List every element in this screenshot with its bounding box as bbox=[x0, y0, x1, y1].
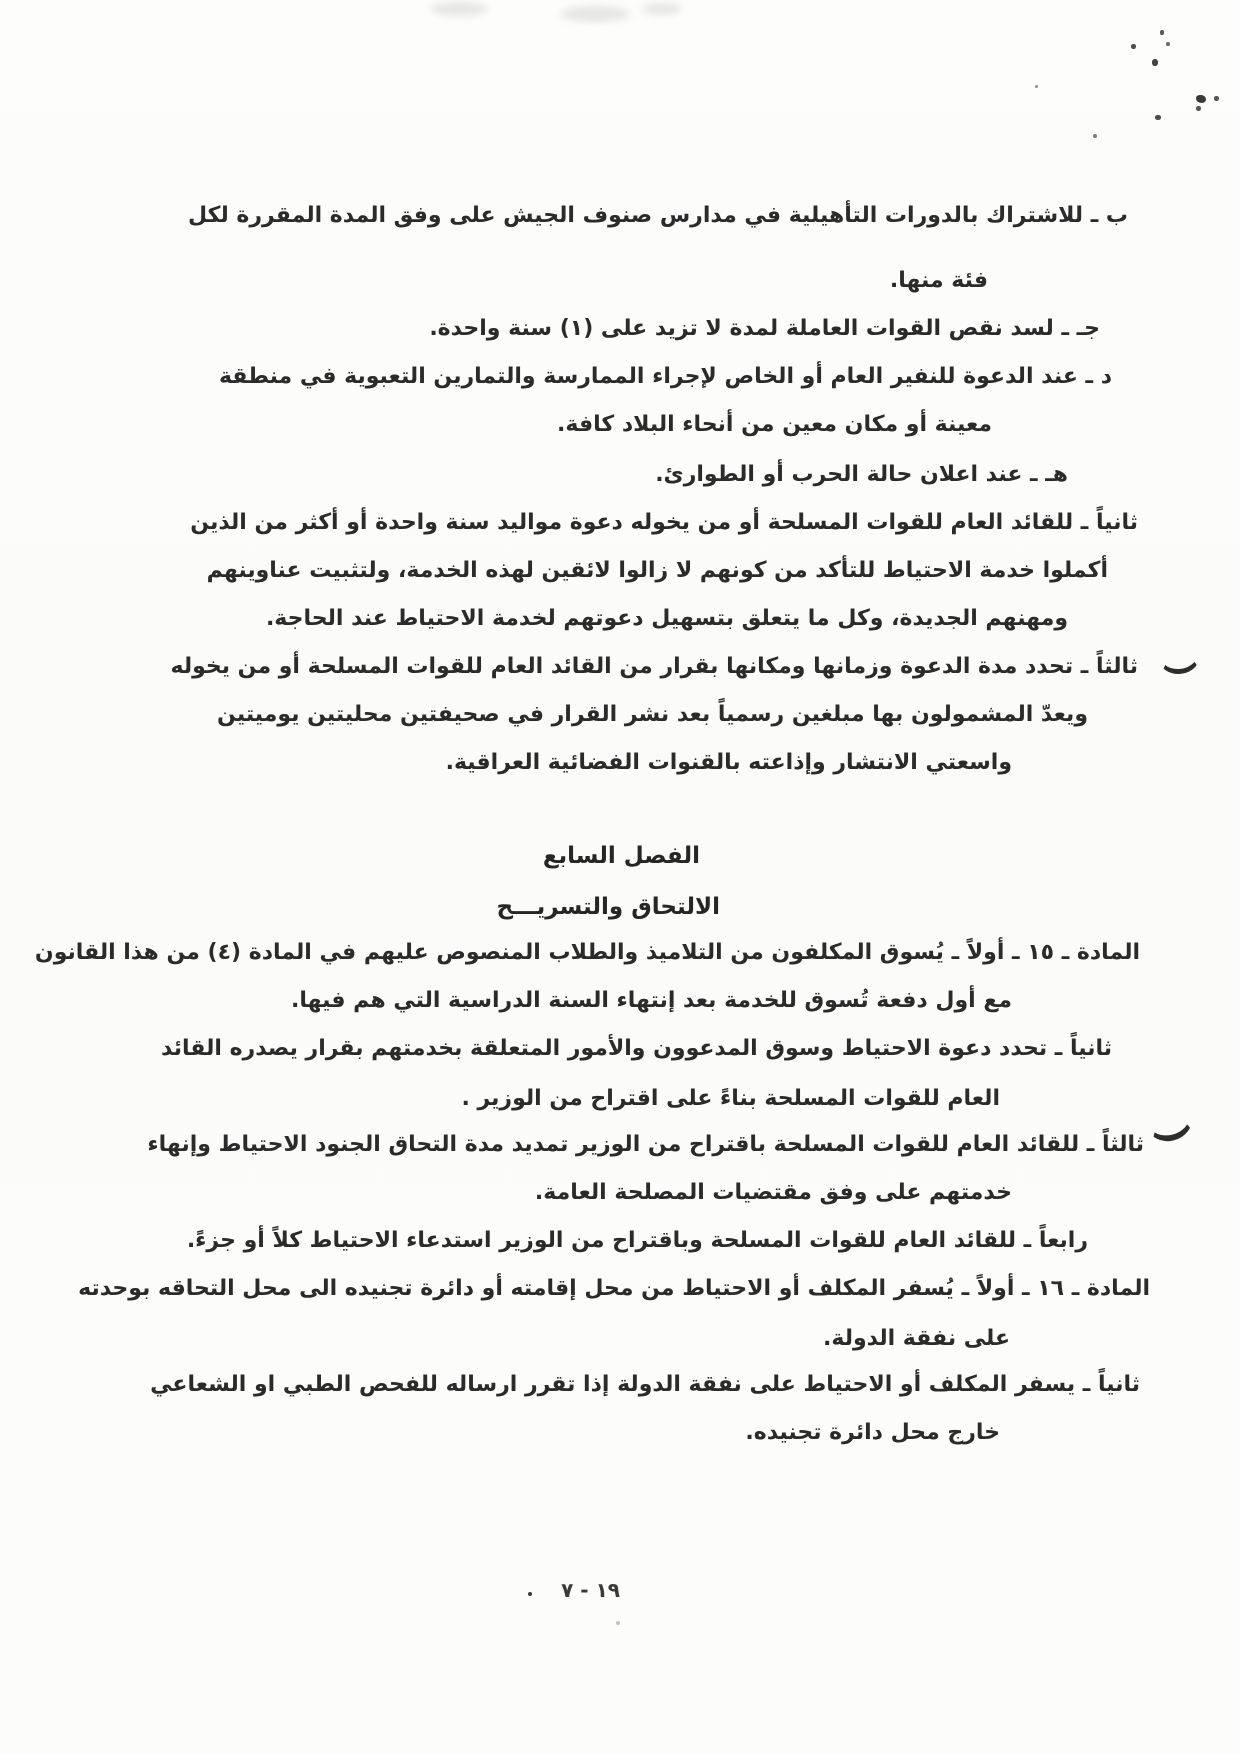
document-line: خدمتهم على وفق مقتضيات المصلحة العامة. bbox=[534, 1180, 1012, 1205]
document-line: رابعاً ـ للقائد العام للقوات المسلحة وباقتراح من الوزير استدعاء الاحتياط كلاً أو جزءً. bbox=[186, 1228, 1088, 1253]
scan-speck bbox=[1152, 59, 1158, 66]
document-line: د ـ عند الدعوة للنفير العام أو الخاص لإجراء الممارسة والتمارين التعبوية في منطقة bbox=[218, 364, 1112, 389]
scan-smudge bbox=[560, 6, 630, 22]
document-line: خارج محل دائرة تجنيده. bbox=[745, 1420, 1000, 1445]
scan-speck bbox=[1196, 106, 1201, 111]
document-line: ومهنهم الجديدة، وكل ما يتعلق بتسهيل دعوتهم لخدمة الاحتياط عند الحاجة. bbox=[265, 606, 1068, 631]
pen-mark-crescent bbox=[1142, 1096, 1196, 1146]
document-line: ثالثاً ـ تحدد مدة الدعوة وزمانها ومكانها بقرار من القائد العام للقوات المسلحة أو من يخوله bbox=[170, 654, 1138, 679]
document-line: فئة منها. bbox=[889, 268, 988, 293]
document-line: ثانياً ـ يسفر المكلف أو الاحتياط على نفقة الدولة إذا تقرر ارساله للفحص الطبي او الشعاعي bbox=[150, 1372, 1140, 1397]
document-line: مع أول دفعة تُسوق للخدمة بعد إنتهاء السنة الدراسية التي هم فيها. bbox=[291, 988, 1012, 1013]
scan-smudge bbox=[642, 3, 682, 15]
document-line: ب ـ للاشتراك بالدورات التأهيلية في مدارس صنوف الجيش على وفق المدة المقررة لكل bbox=[188, 203, 1128, 228]
document-line: ويعدّ المشمولون بها مبلغين رسمياً بعد نشر القرار في صحيفتين محليتين يوميتين bbox=[217, 702, 1088, 727]
chapter-title: الفصل السابع bbox=[542, 843, 700, 869]
scan-speck bbox=[1093, 134, 1097, 138]
scan-speck bbox=[616, 1621, 620, 1625]
section-title: الالتحاق والتسريـــح bbox=[496, 894, 720, 920]
document-line: على نفقة الدولة. bbox=[823, 1326, 1010, 1351]
scan-speck bbox=[1155, 115, 1161, 120]
document-line: المادة ـ ١٥ ـ أولاً ـ يُسوق المكلفون من التلاميذ والطلاب المنصوص عليهم في المادة (٤) من هذا القانون bbox=[34, 940, 1140, 965]
document-line: ثالثاً ـ للقائد العام للقوات المسلحة باقتراح من الوزير تمديد مدة التحاق الجنود الاحتياط وإنهاء bbox=[147, 1132, 1144, 1157]
document-line: واسعتي الانتشار وإذاعته بالقنوات الفضائية العراقية. bbox=[445, 750, 1012, 775]
scan-speck bbox=[1166, 42, 1170, 46]
scan-speck bbox=[528, 1592, 532, 1596]
document-line: جـ ـ لسد نقص القوات العاملة لمدة لا تزيد على (١) سنة واحدة. bbox=[429, 316, 1100, 341]
page-number: ١٩ - ٧ bbox=[561, 1578, 620, 1602]
scan-speck bbox=[1160, 30, 1164, 35]
scan-speck bbox=[1214, 96, 1219, 101]
scan-speck bbox=[1196, 95, 1206, 103]
document-line: المادة ـ ١٦ ـ أولاً ـ يُسفر المكلف أو الاحتياط من محل إقامته أو دائرة تجنيده الى محل التحاقه بوحدته bbox=[78, 1276, 1150, 1301]
scan-speck bbox=[1131, 44, 1136, 49]
pen-mark-crescent bbox=[1156, 636, 1202, 676]
scan-smudge bbox=[430, 2, 488, 16]
document-line: هـ ـ عند اعلان حالة الحرب أو الطوارئ. bbox=[655, 462, 1068, 487]
document-line: معينة أو مكان معين من أنحاء البلاد كافة. bbox=[557, 412, 992, 437]
document-line: العام للقوات المسلحة بناءً على اقتراح من الوزير . bbox=[461, 1086, 1000, 1111]
document-line: ثانياً ـ للقائد العام للقوات المسلحة أو من يخوله دعوة مواليد سنة واحدة أو أكثر من الذين bbox=[190, 510, 1138, 535]
document-line: أكملوا خدمة الاحتياط للتأكد من كونهم لا زالوا لائقين لهذه الخدمة، ولتثبيت عناوينهم bbox=[206, 558, 1108, 583]
scan-speck bbox=[1035, 85, 1038, 88]
document-line: ثانياً ـ تحدد دعوة الاحتياط وسوق المدعوون والأمور المتعلقة بخدمتهم بقرار يصدره القائد bbox=[161, 1036, 1112, 1061]
